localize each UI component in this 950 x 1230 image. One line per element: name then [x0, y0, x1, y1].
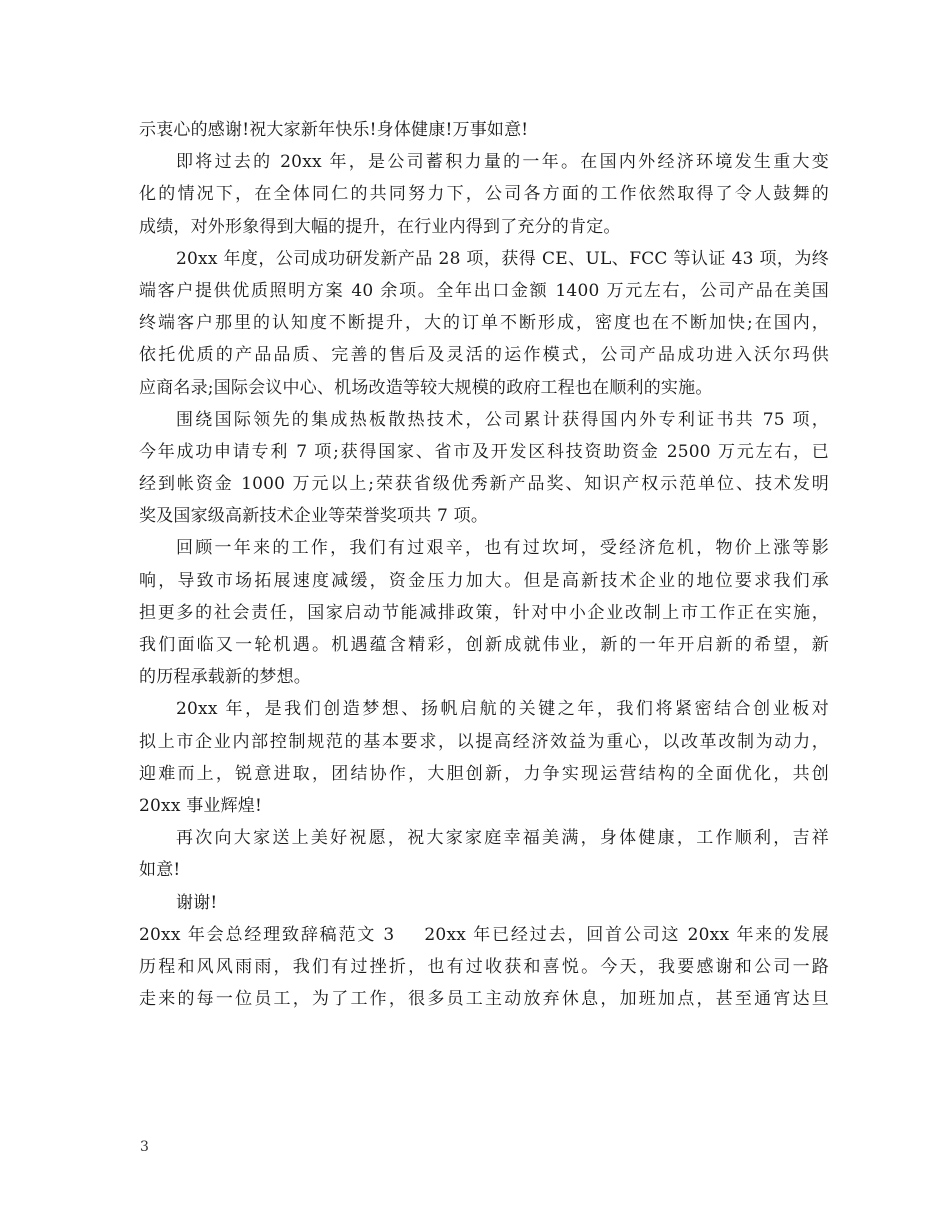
text-line: 示衷心的感谢!祝大家新年快乐!身体健康!万事如意! — [139, 120, 529, 140]
text-line: 端客户提供优质照明方案 40 余项。全年出口金额 1400 万元左右，公司产品在美国 — [139, 280, 829, 301]
text-line: 应商名录;国际会议中心、机场改造等较大规模的政府工程也在顺利的实施。 — [139, 377, 713, 398]
text-line: 20xx 年度，公司成功研发新产品 28 项，获得 CE、UL、FCC 等认证 43 项，为终 — [176, 248, 829, 269]
text-line: 的历程承载新的梦想。 — [139, 667, 311, 688]
text-line: 围绕国际领先的集成热板散热技术，公司累计获得国内外专利证书共 75 项， — [176, 409, 829, 430]
text-line: 拟上市企业内部控制规范的基本要求，以提高经济效益为重心，以改革改制为动力， — [139, 731, 829, 752]
section-heading-continuation: 20xx 年已经过去，回首公司这 20xx 年来的发展 — [424, 924, 829, 945]
text-line: 我们面临又一轮机遇。机遇蕴含精彩，创新成就伟业，新的一年开启新的希望，新 — [139, 635, 829, 655]
section-heading-line — [139, 919, 829, 951]
continuation-lines — [139, 951, 829, 1015]
document-body — [139, 114, 829, 1015]
paragraph-lines — [139, 114, 829, 919]
text-line: 今年成功申请专利 7 项;获得国家、省市及开发区科技资助资金 2500 万元左右，已 — [139, 441, 829, 462]
text-line: 20xx 事业辉煌! — [139, 795, 263, 816]
text-line: 如意! — [139, 860, 181, 881]
text-line: 经到帐资金 1000 万元以上;荣获省级优秀新产品奖、知识产权示范单位、技术发明 — [139, 474, 829, 495]
text-line: 终端客户那里的认知度不断提升，大的订单不断形成，密度也在不断加快;在国内， — [139, 313, 829, 334]
text-line: 谢谢! — [176, 892, 218, 913]
text-line: 20xx 年，是我们创造梦想、扬帆启航的关键之年，我们将紧密结合创业板对 — [176, 699, 829, 720]
text-line: 奖及国家级高新技术企业等荣誉奖项共 7 项。 — [139, 506, 489, 527]
text-line: 响，导致市场拓展速度减缓，资金压力加大。但是高新技术企业的地位要求我们承 — [139, 570, 829, 591]
text-line: 依托优质的产品品质、完善的售后及灵活的运作模式，公司产品成功进入沃尔玛供 — [139, 345, 829, 366]
text-line: 成绩，对外形象得到大幅的提升，在行业内得到了充分的肯定。 — [139, 216, 621, 237]
page-number: 3 — [140, 1139, 149, 1155]
text-line: 走来的每一位员工，为了工作，很多员工主动放弃休息，加班加点，甚至通宵达旦 — [139, 989, 829, 1010]
text-line: 即将过去的 20xx 年，是公司蓄积力量的一年。在国内外经济环境发生重大变 — [176, 152, 829, 173]
text-line: 回顾一年来的工作，我们有过艰辛，也有过坎坷，受经济危机，物价上涨等影 — [176, 538, 829, 559]
section-heading-title: 20xx 年会总经理致辞稿范文 3 — [139, 924, 395, 945]
text-line: 历程和风风雨雨，我们有过挫折，也有过收获和喜悦。今天，我要感谢和公司一路 — [139, 956, 829, 977]
text-line: 再次向大家送上美好祝愿，祝大家家庭幸福美满，身体健康，工作顺利，吉祥 — [176, 828, 829, 849]
text-line: 迎难而上，锐意进取，团结协作，大胆创新，力争实现运营结构的全面优化，共创 — [139, 763, 829, 784]
text-line: 担更多的社会责任，国家启动节能减排政策，针对中小企业改制上市工作正在实施， — [139, 602, 829, 623]
text-line: 化的情况下，在全体同仁的共同努力下，公司各方面的工作依然取得了令人鼓舞的 — [139, 184, 829, 205]
